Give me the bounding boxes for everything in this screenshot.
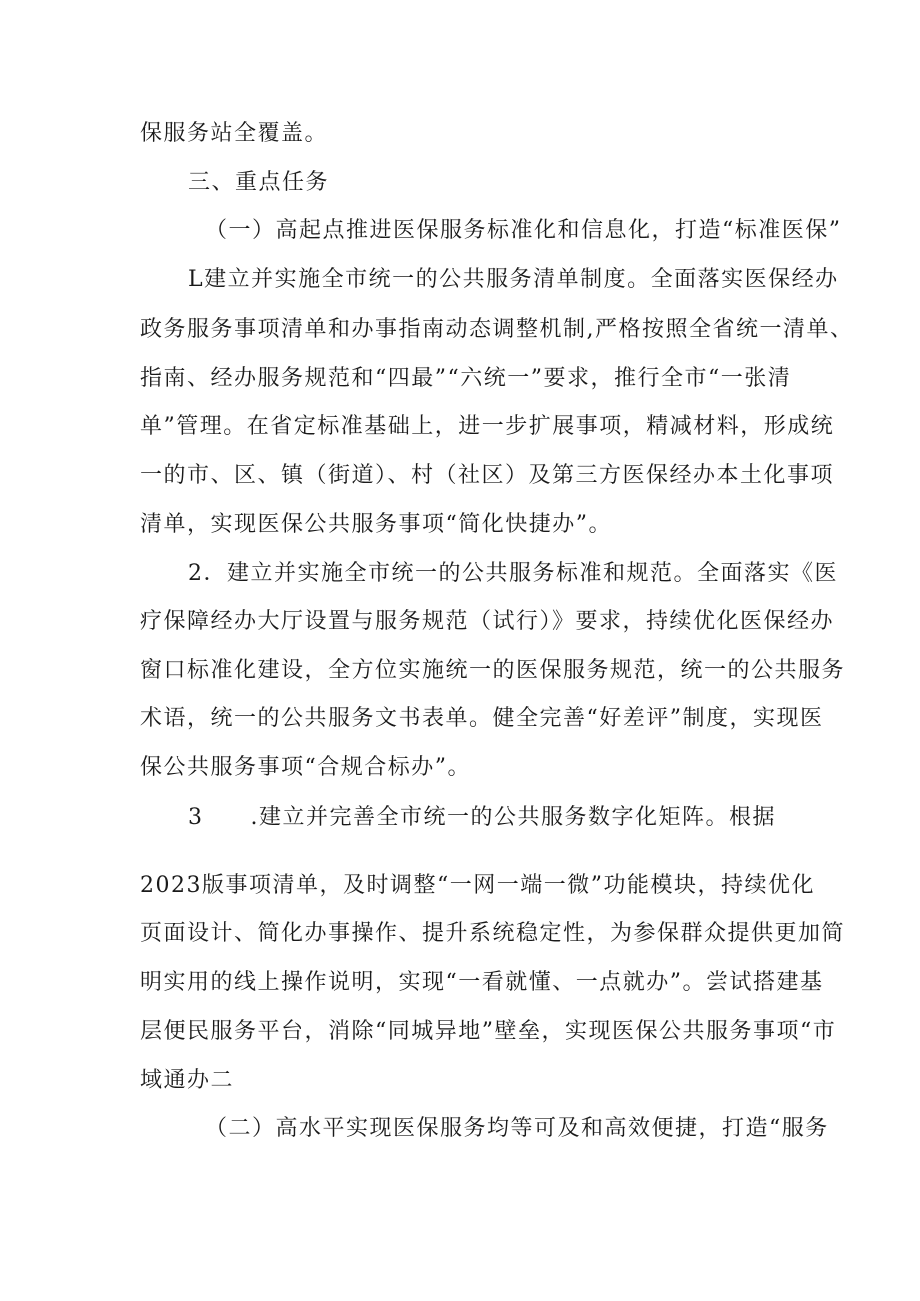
text-line-1: 保服务站全覆盖。 (140, 121, 329, 146)
text-line-20: 域通办二 (140, 1068, 235, 1093)
text-line-6: 指南、经办服务规范和“四最”“六统一”要求，推行全市“一张清 (140, 366, 792, 391)
text-line-16: 2023版事项清单，及时调整“一网一端一微”功能模块，持续优化 (140, 873, 815, 898)
text-line-19: 层便民服务平台，消除“同城异地”壁垒，实现医保公共服务事项“市 (140, 1019, 837, 1044)
text-line-13: 术语，统一的公共服务文书表单。健全完善“好差评”制度，实现医 (140, 706, 824, 731)
text-line-10: 2．建立并实施全市统一的公共服务标准和规范。全面落实《医 (188, 561, 838, 586)
subsection-heading-2: （二）高水平实现医保服务均等可及和高效便捷，打造“服务 (205, 1116, 829, 1141)
text-line-11: 疗保障经办大厅设置与服务规范（试行）》要求，持续优化医保经办 (140, 609, 835, 634)
text-line-14: 保公共服务事项“合规合标办”。 (140, 755, 471, 780)
text-line-17: 页面设计、简化办事操作、提升系统稳定性，为参保群众提供更加简 (140, 921, 846, 946)
text-line-7: 单”管理。在省定标准基础上，进一步扩展事项，精减材料，形成统 (140, 414, 835, 439)
section-heading-3: 三、重点任务 (188, 170, 330, 195)
text-line-18: 明实用的线上操作说明，实现“一看就懂、一点就办”。尝试搭建基 (140, 970, 824, 995)
text-line-4: L建立并实施全市统一的公共服务清单制度。全面落实医保经办 (188, 267, 839, 292)
text-line-5: 政务服务事项清单和办事指南动态调整机制,严格按照全省统一清单、 (140, 317, 854, 342)
text-line-9: 清单，实现医保公共服务事项“简化快捷办”。 (140, 512, 612, 537)
subsection-heading-1: （一）高起点推进医保服务标准化和信息化，打造“标准医保” (205, 218, 842, 243)
text-line-8: 一的市、区、镇（街道）、村（社区）及第三方医保经办本土化事项 (140, 463, 835, 488)
text-line-12: 窗口标准化建设，全方位实施统一的医保服务规范，统一的公共服务 (140, 658, 846, 683)
text-line-15: 3 .建立并完善全市统一的公共服务数字化矩阵。根据 (188, 805, 776, 830)
